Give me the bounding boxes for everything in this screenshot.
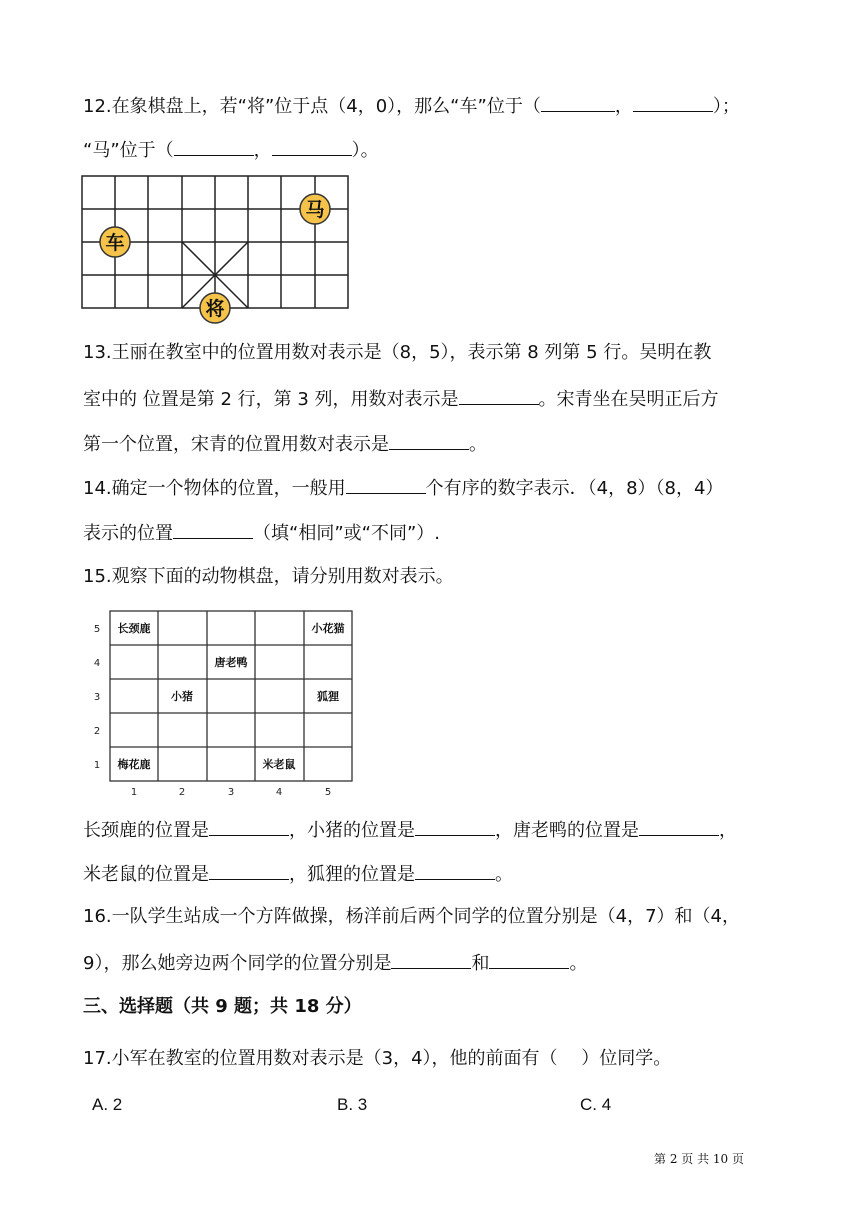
q15-answers-line2: 米老鼠的位置是 ，狐狸的位置是 。 <box>83 861 513 887</box>
q12-line2: “马”位于（ ， ）。 <box>83 137 379 163</box>
row-label: 2 <box>93 726 101 737</box>
row-label: 1 <box>93 760 101 771</box>
option-b[interactable]: B. 3 <box>337 1095 368 1114</box>
q16-line1: 16.一队学生站成一个方阵做操，杨洋前后两个同学的位置分别是（4，7）和（4， <box>83 906 740 927</box>
q14-line1: 14.确定一个物体的位置，一般用 个有序的数字表示．（4，8）（8，4） <box>83 475 723 501</box>
answer-blank[interactable] <box>272 137 352 156</box>
piece-ma <box>300 194 330 224</box>
answer-blank[interactable] <box>459 386 539 405</box>
answer-blank[interactable] <box>633 93 713 112</box>
answer-blank[interactable] <box>346 475 426 494</box>
q15-answers-line1: 长颈鹿的位置是 ，小猪的位置是 ，唐老鸭的位置是 ， <box>83 817 737 843</box>
chess-board-figure <box>78 172 356 330</box>
q13-line3: 第一个位置，宋青的位置用数对表示是 。 <box>83 431 487 457</box>
page-footer: 第 2 页 共 10 页 <box>654 1152 744 1166</box>
q13-line2: 室中的 位置是第 2 行，第 3 列，用数对表示是 。宋青坐在吴明正后方 <box>83 386 719 412</box>
piece-jiang-label: 将 <box>205 298 225 320</box>
animal-board-grid <box>110 611 352 781</box>
answer-blank[interactable] <box>639 817 719 836</box>
answer-blank[interactable] <box>415 817 495 836</box>
animal-board-figure <box>88 605 358 800</box>
piece-che-label: 车 <box>105 232 125 254</box>
row-label: 5 <box>93 624 101 635</box>
col-label: 1 <box>130 787 138 798</box>
answer-blank[interactable] <box>389 431 469 450</box>
animal-deer: 梅花鹿 <box>117 758 151 771</box>
piece-jiang <box>200 293 230 323</box>
animal-giraffe: 长颈鹿 <box>117 622 151 635</box>
answer-blank[interactable] <box>174 137 254 156</box>
q12-line1: 12.在象棋盘上，若“将”位于点（4，0），那么“车”位于（ ， ）； <box>83 93 740 119</box>
answer-blank[interactable] <box>415 861 495 880</box>
row-label: 4 <box>93 658 101 669</box>
animal-cat: 小花猫 <box>311 622 345 635</box>
section-title: 三、选择题（共 9 题；共 18 分） <box>83 996 362 1017</box>
answer-blank[interactable] <box>173 520 253 539</box>
answer-blank[interactable] <box>209 861 289 880</box>
q15-line1: 15.观察下面的动物棋盘，请分别用数对表示。 <box>83 566 454 587</box>
col-label: 5 <box>324 787 332 798</box>
answer-blank[interactable] <box>541 93 615 112</box>
q14-line2: 表示的位置 （填“相同”或“不同”）. <box>83 520 440 546</box>
answer-blank[interactable] <box>489 950 569 969</box>
animal-duck: 唐老鸭 <box>214 656 248 669</box>
answer-blank[interactable] <box>391 950 471 969</box>
option-a[interactable]: A. 2 <box>92 1095 123 1114</box>
q17-stem: 17.小军在教室的位置用数对表示是（3，4），他的前面有（ ）位同学。 <box>83 1048 672 1069</box>
q16-line2: 9），那么她旁边两个同学的位置分别是 和 。 <box>83 950 587 976</box>
piece-ma-label: 马 <box>305 199 325 221</box>
piece-che <box>100 227 130 257</box>
row-label: 3 <box>93 692 101 703</box>
animal-mouse: 米老鼠 <box>262 758 296 771</box>
animal-fox: 狐狸 <box>317 690 339 703</box>
answer-blank[interactable] <box>209 817 289 836</box>
col-label: 3 <box>227 787 235 798</box>
animal-pig: 小猪 <box>171 690 193 703</box>
q13-line1: 13.王丽在教室中的位置用数对表示是（8，5），表示第 8 列第 5 行。吴明在教 <box>83 342 712 363</box>
col-label: 2 <box>178 787 186 798</box>
col-label: 4 <box>275 787 283 798</box>
option-c[interactable]: C. 4 <box>580 1095 612 1114</box>
